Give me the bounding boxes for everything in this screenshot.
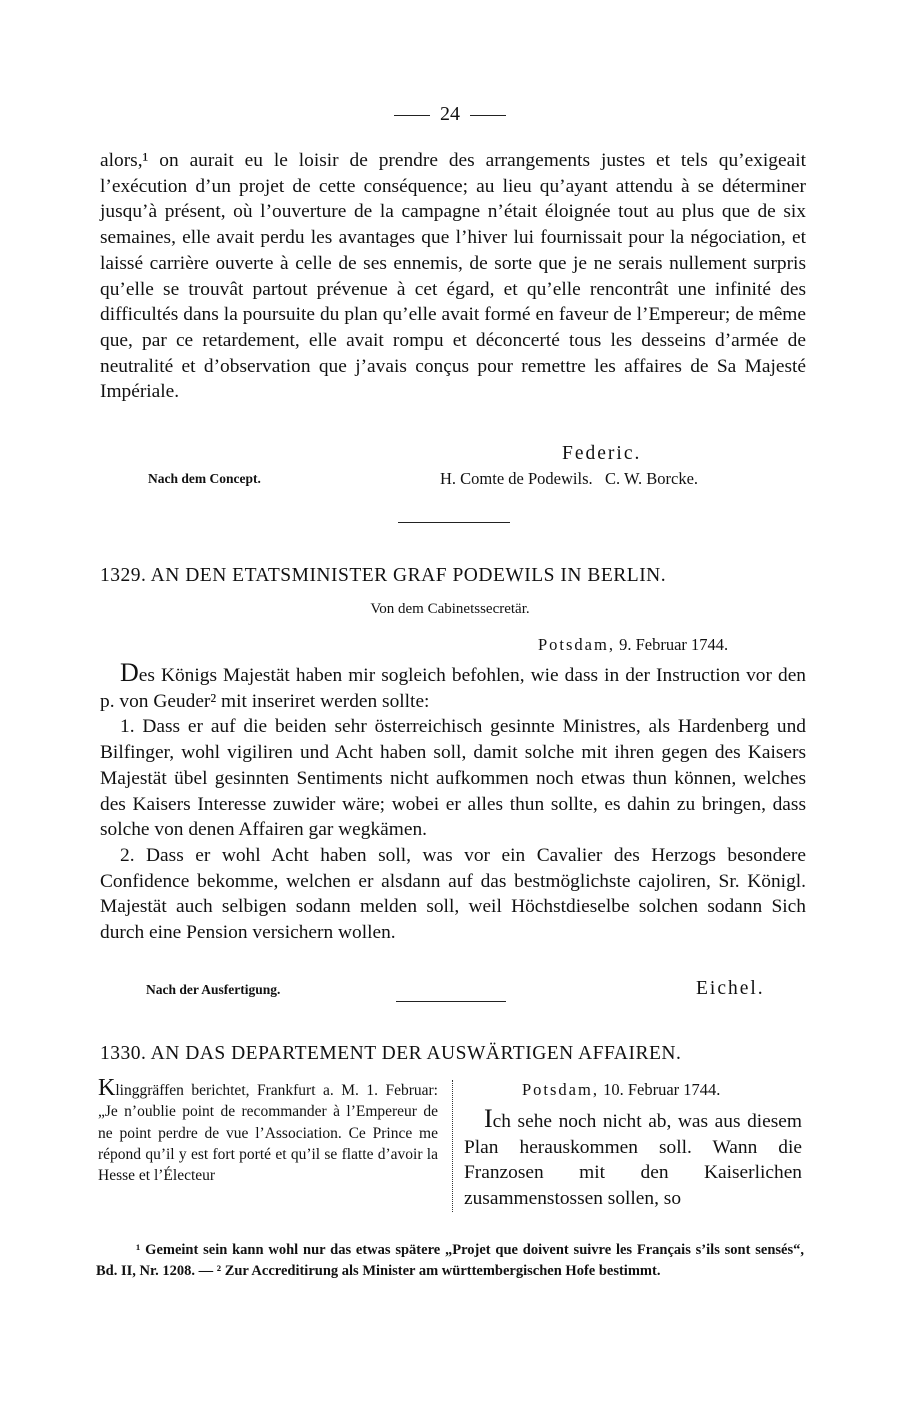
letter-1329-date: 9. Februar 1744. bbox=[619, 635, 729, 654]
letter-1329-paragraph-3: 2. Dass er wohl Acht haben soll, was vor ein Cavalier des Herzogs besondere Confidence bekomme, welchen er alsdann auf das bestmöglichste cajoliren, Sr. Königl. Majestät auch selbigen sodann melden soll, weil Höchstdieselbe solchen sodann Sich durch eine Pension versichern wollen. bbox=[100, 844, 806, 944]
letter-1330-regest bbox=[98, 1075, 438, 1186]
letter-1329-dateline bbox=[538, 635, 728, 655]
letter-1329-initial: D bbox=[120, 658, 139, 687]
letter-1330-text bbox=[464, 1106, 802, 1212]
letter-1328-source-note: Nach dem Concept. bbox=[148, 471, 261, 486]
column-divider bbox=[452, 1080, 453, 1212]
letter-1329-signature: Eichel. bbox=[696, 978, 765, 999]
page-number-dash-right bbox=[470, 115, 506, 116]
letter-1330-heading: 1330. AN DAS DEPARTEMENT DER AUSWÄRTIGEN AFFAIREN. bbox=[100, 1043, 682, 1064]
letter-1330-regest-paragraph bbox=[98, 1075, 438, 1186]
letter-1329-para1-text: es Königs Majestät haben mir sogleich befohlen, wie dass in der Instruction vor den p. von Geuder² mit inseriret werden sollte: bbox=[100, 665, 806, 712]
footnotes bbox=[96, 1240, 804, 1282]
letter-1330-initial: I bbox=[484, 1104, 493, 1133]
letter-1329-text bbox=[100, 660, 806, 946]
letter-1329-place: Potsdam, bbox=[538, 635, 615, 654]
letter-1329-heading: 1329. AN DEN ETATSMINISTER GRAF PODEWILS IN BERLIN. bbox=[100, 565, 667, 586]
page-number-dash-left bbox=[394, 115, 430, 116]
letter-1330-regest-initial: K bbox=[98, 1075, 116, 1101]
section-divider-2 bbox=[396, 1001, 506, 1002]
section-divider bbox=[398, 522, 510, 523]
letter-1330-text-body: ch sehe noch nicht ab, was aus diesem Plan herauskommen soll. Wann die Franzosen mit den Kaiserlichen zusammenstossen sollen, so bbox=[464, 1111, 802, 1210]
letter-1330-dateline bbox=[522, 1080, 720, 1100]
letter-1328-paragraph: alors,¹ on aurait eu le loisir de prendre des arrangements justes et tels qu’exigeait l’exécution d’un projet de cette conséquence; au lieu qu’ayant attendu à se déterminer jusqu’à présent, où l’ouverture de la campagne n’était éloignée tout au plus que de six semaines, elle avait perdu les avantages que l’hiver lui fournissait pour la négociation, et laissé carrière ouverte à celle de ses ennemis, de sorte que je ne serais nullement surpris qu’elle se trouvât partout prévenue à cet égard, et qu’elle rencontrât une infinité des difficultés dans la poursuite du plan qu’elle avait formé en faveur de l’Empereur; de même que, par ce retardement, elle avait rompu et déconcerté tous les desseins d’armée de neutralité et d’observation que j’avais conçus pour remettre les affaires de Sa Majesté Impériale. bbox=[100, 150, 806, 403]
letter-1330-date: 10. Februar 1744. bbox=[603, 1080, 721, 1099]
letter-1328-text bbox=[100, 148, 806, 405]
letter-1330-place: Potsdam, bbox=[522, 1080, 599, 1099]
letter-1330-regest-text: linggräffen berichtet, Frankfurt a. M. 1. Februar: „Je n’oublie point de recommander à l’Empereur de ne point perdre de vue l’Association. Ce Prince me répond qu’il y est fort porté et qu’il se flatte d’avoir la Hesse et l’Électeur bbox=[98, 1082, 438, 1185]
page-number bbox=[0, 103, 900, 126]
letter-1328-countersignatures: H. Comte de Podewils. C. W. Borcke. bbox=[440, 469, 699, 488]
page-number-value: 24 bbox=[440, 103, 460, 125]
letter-1329-paragraph-2: 1. Dass er auf die beiden sehr österreichisch gesinnte Ministres, als Hardenberg und Bilfinger, wohl vigiliren und Acht haben soll, damit solche mit ihren gegen des Kaisers Majestät übel gesinnten Sentiments nicht aufkommen noch etwas thun können, welches des Kaisers Interesse zuwider wäre; wobei er alles thun sollte, es dahin zu bringen, dass solche von denen Affairen gar wegkämen. bbox=[100, 716, 806, 841]
letter-1329-subheading: Von dem Cabinetssecretär. bbox=[370, 601, 530, 617]
letter-1328-signature: Federic. bbox=[562, 443, 642, 464]
letter-1330-paragraph bbox=[464, 1106, 802, 1212]
letter-1329-paragraph-1 bbox=[100, 660, 806, 714]
letter-1329-source-note: Nach der Ausfertigung. bbox=[146, 982, 281, 997]
footnote-text: ¹ Gemeint sein kann wohl nur das etwas spätere „Projet que doivent suivre les Français s’ils sont sensés“, Bd. II, Nr. 1208. — ² Zur Accreditirung als Minister am württembergischen Hofe bestimmt. bbox=[96, 1242, 804, 1279]
